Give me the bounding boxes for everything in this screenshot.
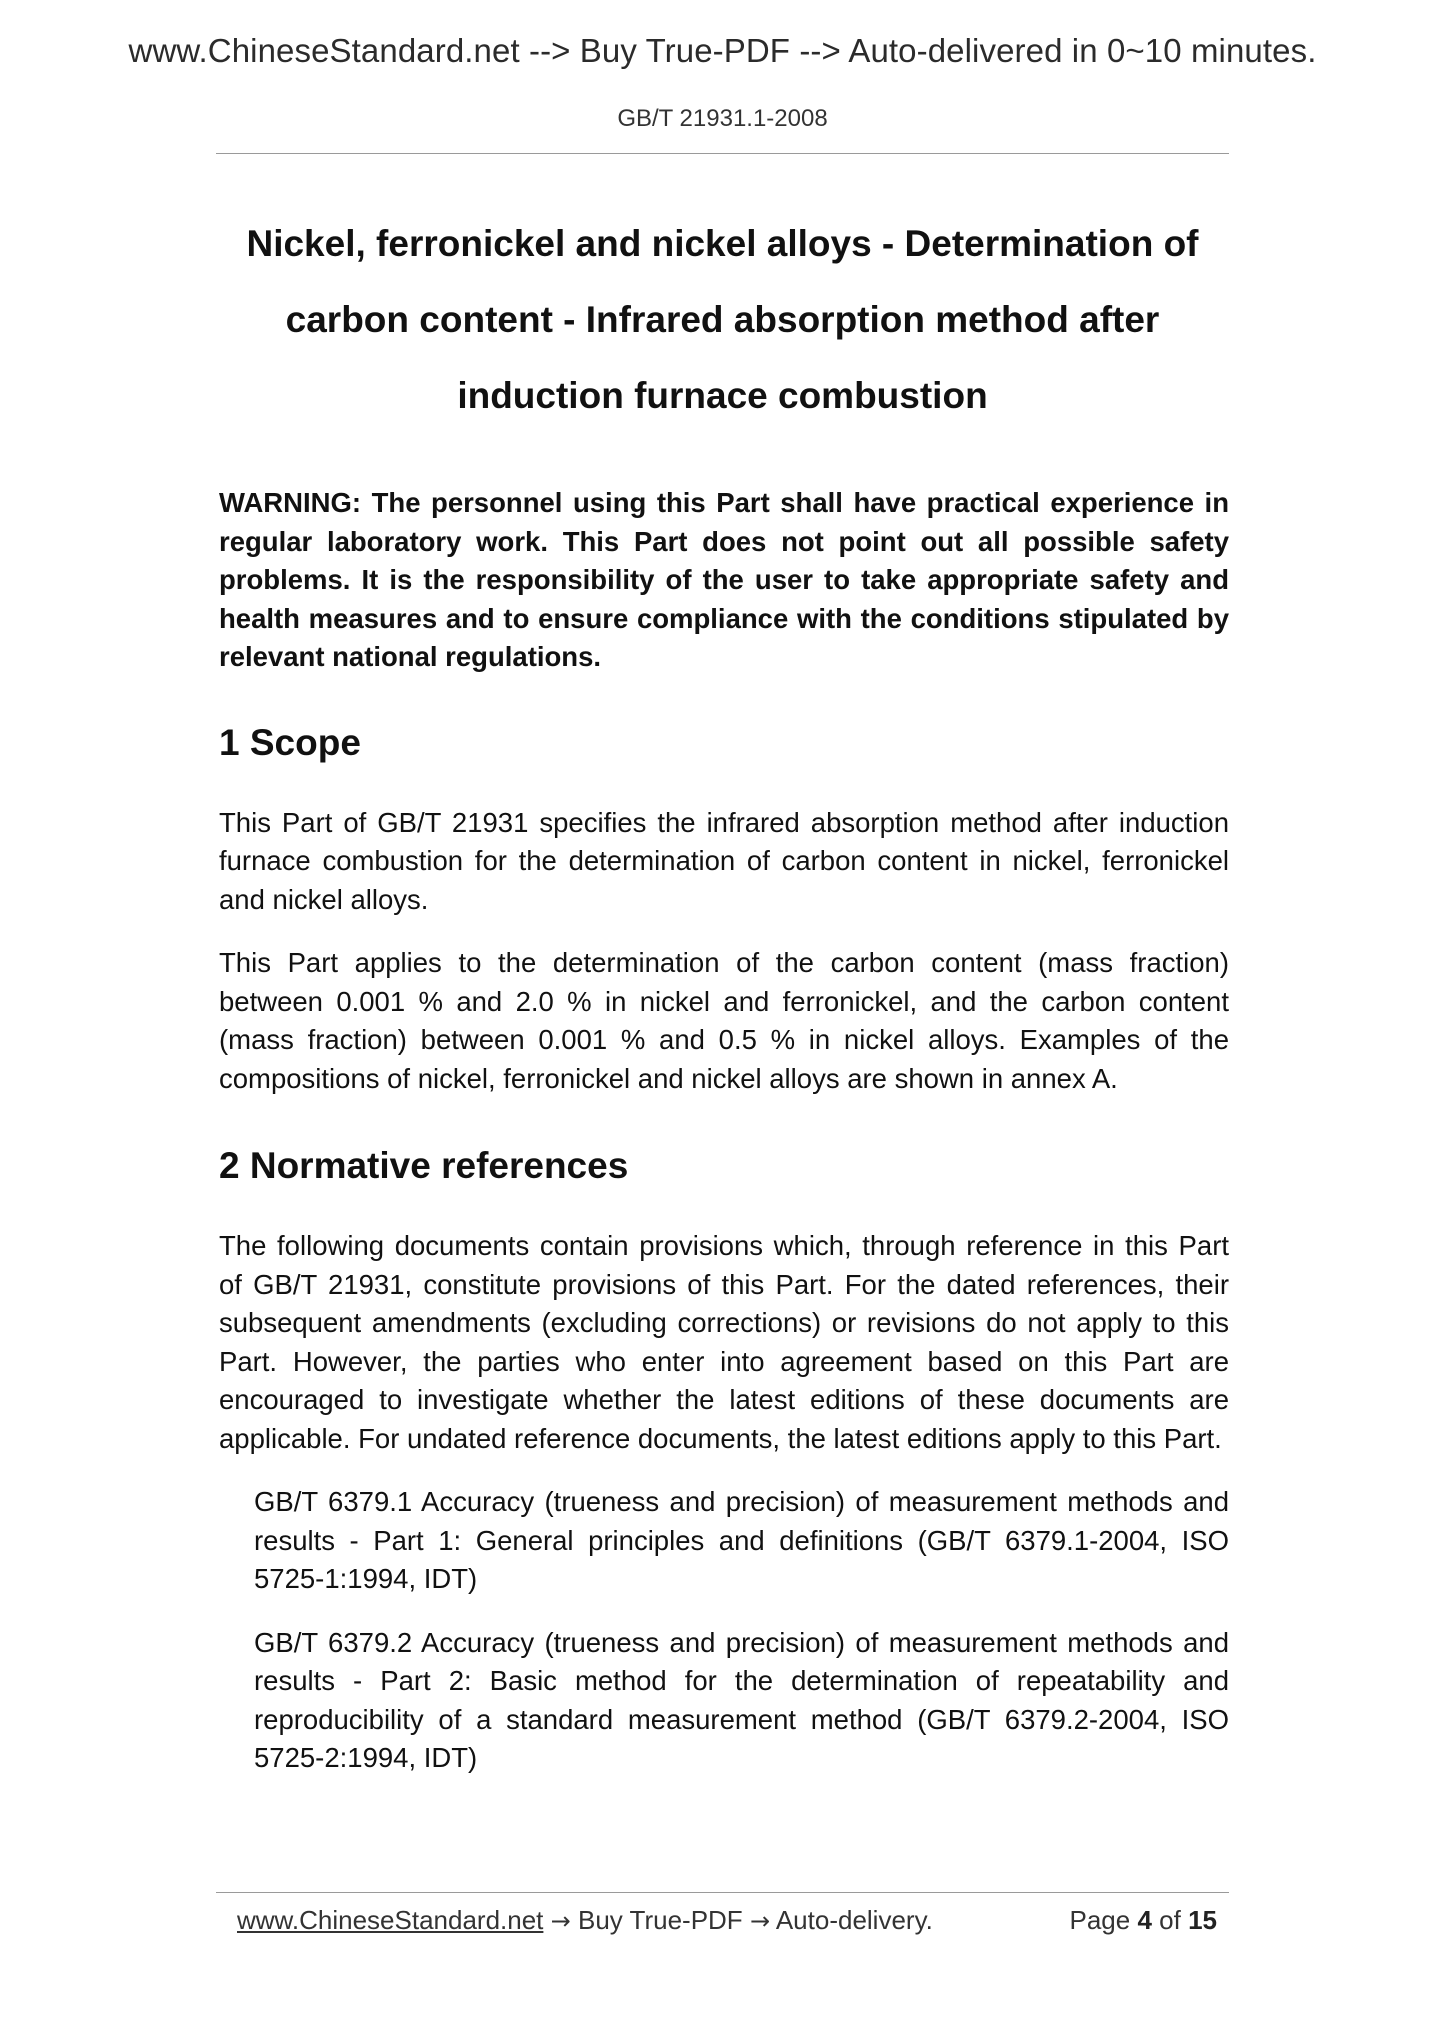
reference-item: GB/T 6379.2 Accuracy (trueness and precision) of measurement methods and results - Part 2: Basic method for the determination of repeatability and reproducibility of a standard measurement method (GB/T 6379.2-2004, ISO 5725-2:1994, IDT) <box>254 1626 1229 1773</box>
scope-paragraph-1: This Part of GB/T 21931 specifies the infrared absorption method after induction furnace combustion for the determination of carbon content in nickel, ferronickel and nickel alloys. <box>219 806 1229 915</box>
total-page-count: 15 <box>1188 1905 1217 1935</box>
document-title <box>200 206 1245 434</box>
footer-divider <box>216 1892 1229 1893</box>
section-heading-normative-references: 2 Normative references <box>219 1145 629 1186</box>
page-indicator <box>1069 1905 1217 1936</box>
of-word: of <box>1159 1905 1181 1935</box>
scope-paragraph-2: This Part applies to the determination of the carbon content (mass fraction) between 0.001 % and 2.0 % in nickel and ferronickel, and the carbon content (mass fraction) between 0.001 % and 0.5 % in nickel alloys. Examples of the compositions of nickel, ferronickel and nickel alloys are shown in annex A. <box>219 947 1229 1094</box>
normative-paragraph-1: The following documents contain provisions which, through reference in this Part of GB/T 21931, constitute provisions of this Part. For the dated references, their subsequent amendments (excluding corrections) or revisions do not apply to this Part. However, the parties who enter into agreement based on this Part are encouraged to investigate whether the latest editions of these documents are applicable. For undated reference documents, the latest editions apply to this Part. <box>219 1230 1229 1454</box>
header-divider <box>216 153 1229 154</box>
title-line-3: induction furnace combustion <box>457 375 988 416</box>
reference-item: GB/T 6379.1 Accuracy (trueness and precision) of measurement methods and results - Part 1: General principles and definitions (GB/T 6379.1-2004, ISO 5725-1:1994, IDT) <box>254 1486 1229 1594</box>
right-arrow-icon: → <box>749 1907 771 1935</box>
top-banner: www.ChineseStandard.net --> Buy True-PDF --> Auto-delivered in 0~10 minutes. <box>128 32 1317 69</box>
document-body <box>219 484 1229 1778</box>
footer-buy-text: Buy True-PDF <box>577 1905 743 1935</box>
section-heading-scope: 1 Scope <box>219 721 361 763</box>
standard-id: GB/T 21931.1-2008 <box>617 105 828 132</box>
footer-website-link[interactable]: www.ChineseStandard.net <box>237 1905 544 1935</box>
current-page-number: 4 <box>1137 1905 1152 1935</box>
warning-paragraph: WARNING: The personnel using this Part shall have practical experience in regular laboratory work. This Part does not point out all possible safety problems. It is the responsibility of the user to take appropriate safety and health measures and to ensure compliance with the conditions stipulated by relevant national regulations. <box>219 487 1229 672</box>
title-line-2: carbon content - Infrared absorption method after <box>285 299 1160 340</box>
page-footer <box>237 1905 1217 1936</box>
right-arrow-icon: → <box>550 1907 571 1935</box>
title-line-1: Nickel, ferronickel and nickel alloys - Determination of <box>246 223 1199 264</box>
footer-delivery-text: Auto-delivery. <box>775 1905 933 1935</box>
page-word: Page <box>1069 1905 1131 1935</box>
